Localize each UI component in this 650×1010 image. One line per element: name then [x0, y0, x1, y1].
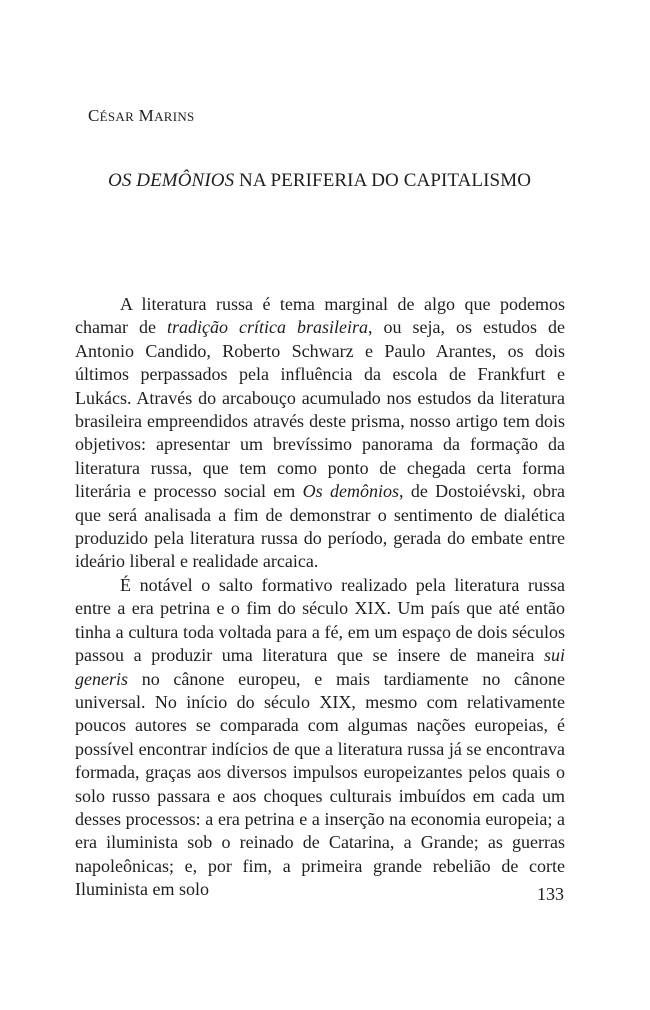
author-first-rest: ÉSAR [99, 109, 135, 124]
article-title [108, 170, 531, 192]
page-number: 133 [537, 884, 564, 904]
italic-book-title: Os demônios [302, 481, 399, 502]
paragraph-2 [75, 574, 565, 902]
italic-term: sui generis [75, 645, 565, 689]
text-segment: A literatura russa é tema marginal de algo que podemos chamar de [75, 294, 565, 338]
author-last-rest: ARINS [154, 109, 195, 124]
text-segment: , ou seja, os estudos de Antonio Candido, Roberto Schwarz e Paulo Arantes, os dois últimos perpassados pela influência da escola de Frankfurt e Lukács. Através do arcabouço acumulado nos estudos da literatura brasileira empreendidos através deste prisma, nosso artigo tem dois objetivos: apresentar um brevíssimo panorama da formação da literatura russa, que tem como ponto de chegada certa forma literária e processo social em [75, 317, 565, 502]
author-name [88, 106, 195, 126]
author-last-initial: M [138, 106, 155, 125]
paragraph-1 [75, 293, 565, 574]
italic-term: tradição crítica brasileira [166, 317, 368, 338]
article-title-rest: NA PERIFERIA DO CAPITALISMO [234, 170, 532, 191]
text-segment: no cânone europeu, e mais tardiamente no cânone universal. No início do século XIX, mesmo com relativamente poucos autores se comparada com algumas nações europeias, é possível encontrar indícios de que a literatura russa já se encontrava formada, graças aos diversos impulsos europeizantes pelos quais o solo russo passara e aos choques culturais imbuídos em cada um desses processos: a era petrina e a inserção na economia europeia; a era iluminista sob o reinado de Catarina, a Grande; as guerras napoleônicas; e, por fim, a primeira grande rebelião de corte Iluminista em solo [75, 668, 565, 900]
text-segment: , de Dostoiévski, obra que será analisada a fim de demonstrar o sentimento de dialética produzido pela literatura russa do período, gerada do embate entre ideário liberal e realidade arcaica. [75, 481, 565, 572]
body-text [75, 293, 565, 902]
author-first-initial: C [88, 106, 100, 125]
article-title-italic: OS DEMÔNIOS [108, 170, 235, 191]
text-segment: É notável o salto formativo realizado pela literatura russa entre a era petrina e o fim do século XIX. Um país que até então tinha a cultura toda voltada para a fé, em um espaço de dois séculos passou a produzir uma literatura que se insere de maneira [75, 574, 565, 666]
